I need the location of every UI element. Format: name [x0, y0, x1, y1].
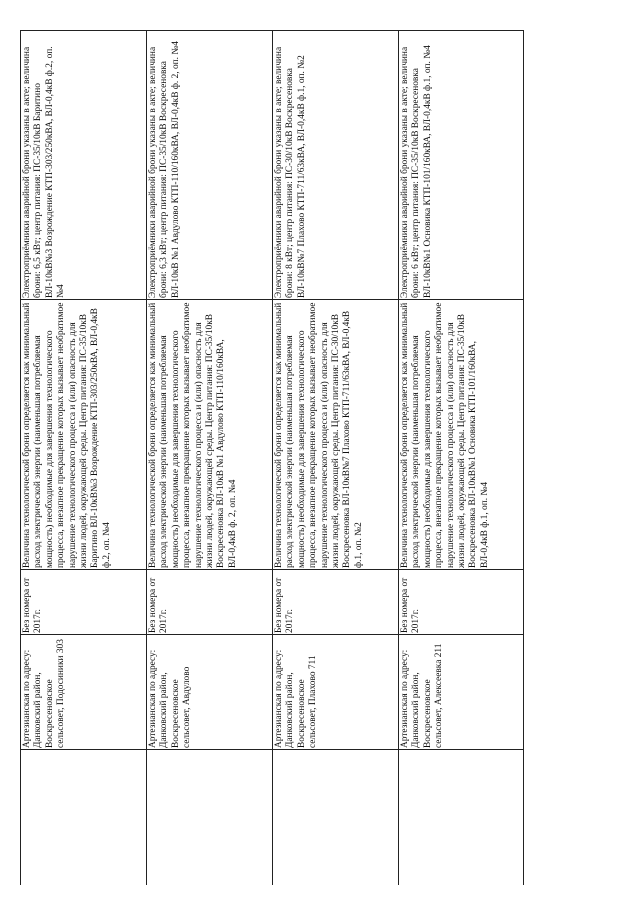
table-row	[398, 30, 524, 885]
data-table	[20, 30, 524, 885]
address-cell: Артезианская по адресу: Данковский район, Воскресеновское сельсовет, Подосиники 303	[22, 639, 67, 748]
table-row	[272, 30, 398, 885]
document-cell: Без номера от 2017г.	[22, 577, 44, 633]
document-cell: Без номера от 2017г.	[400, 577, 422, 633]
description-cell: Величина технологической брони определяется как минимальный расход электрической энергии (наименьшая потребляемая мощность) необходимые для завершения технологического процесса, внезапное прекращение которых вызывает необратимое нарушение технологического процесса и (или) опасность для жизни людей, окружающей среды. Центр питания: ПС-35/10кВ Баритино ВЛ-10кВ№3 Возрождение КТП-303/250кВА, ВЛ-0,4кВ ф.2, оп. №4	[22, 302, 112, 568]
address-cell: Артезианская по адресу: Данковский район, Воскресеновское сельсовет, Авдулово	[148, 649, 193, 748]
document-cell: Без номера от 2017г.	[148, 577, 170, 633]
emergency-cell: Электроприёмники аварийной брони указаны в акте; величина брони: 6,5 кВт; центр питания: ПС-35/10кВ Баритино ВЛ-10кВ№3 Возрождение КТП-303/250кВА, ВЛ-0,4кВ ф.2, оп. №4	[22, 46, 67, 298]
table-row	[20, 30, 146, 885]
address-cell: Артезианская по адресу: Данковский район, Воскресеновское сельсовет, Плахово 711	[274, 649, 319, 748]
emergency-cell: Электроприёмники аварийной брони указаны в акте; величина брони: 6,3 кВт; центр питания: ПС-35/10кВ Воскресеновка ВЛ-10кВ №1 Авдулово КТП-110/160кВА, ВЛ-0,4кВ ф. 2, оп. №4	[148, 41, 181, 298]
description-cell: Величина технологической брони определяется как минимальный расход электрической энергии (наименьшая потребляемая мощность) необходимые для завершения технологического процесса, внезапное прекращение которых вызывает необратимое нарушение технологического процесса и (или) опасность для жизни людей, окружающей среды. Центр питания: ПС-30/10кВ Воскресеновка ВЛ-10кВ№7 Плахово КТП-711/63кВА, ВЛ-0,4кВ ф.1, оп. №2	[274, 302, 364, 568]
address-cell: Артезианская по адресу: Данковский район, Воскресеновское сельсовет, Алексеевка 211	[400, 643, 445, 748]
document-cell: Без номера от 2017г.	[274, 577, 296, 633]
emergency-cell: Электроприёмники аварийной брони указаны в акте; величина брони: 6 кВт; центр питания: ПС-35/10кВ Воскресеновка ВЛ-10кВ№1 Основика КТП-101/160кВА, ВЛ-0,4кВ ф.1, оп. №4	[400, 45, 433, 298]
table-row	[146, 30, 272, 885]
description-cell: Величина технологической брони определяется как минимальный расход электрической энергии (наименьшая потребляемая мощность) необходимые для завершения технологического процесса, внезапное прекращение которых вызывает необратимое нарушение технологического процесса и (или) опасность для жизни людей, окружающей среды. Центр питания: ПС-35/10кВ Воскресеновка ВЛ-10кВ№1 Основика КТП-101/160кВА, ВЛ-0,4кВ ф.1, оп. №4	[400, 302, 490, 568]
emergency-cell: Электроприёмники аварийной брони указаны в акте; величина брони: 8 кВт; центр питания: ПС-30/10кВ Воскресеновка ВЛ-10кВ№7 Плахово КТП-711/63кВА, ВЛ-0,4кВ ф.1, оп. №2	[274, 46, 307, 298]
rotated-page	[20, 30, 524, 885]
description-cell: Величина технологической брони определяется как минимальный расход электрической энергии (наименьшая потребляемая мощность) необходимые для завершения технологического процесса, внезапное прекращение которых вызывает необратимое нарушение технологического процесса и (или) опасность для жизни людей, окружающей среды. Центр питания: ПС-35/10кВ Воскресеновка ВЛ-10кВ №1 Авдулово КТП-110/160кВА, ВЛ-0,4кВ ф. 2, оп. №4	[148, 302, 238, 568]
